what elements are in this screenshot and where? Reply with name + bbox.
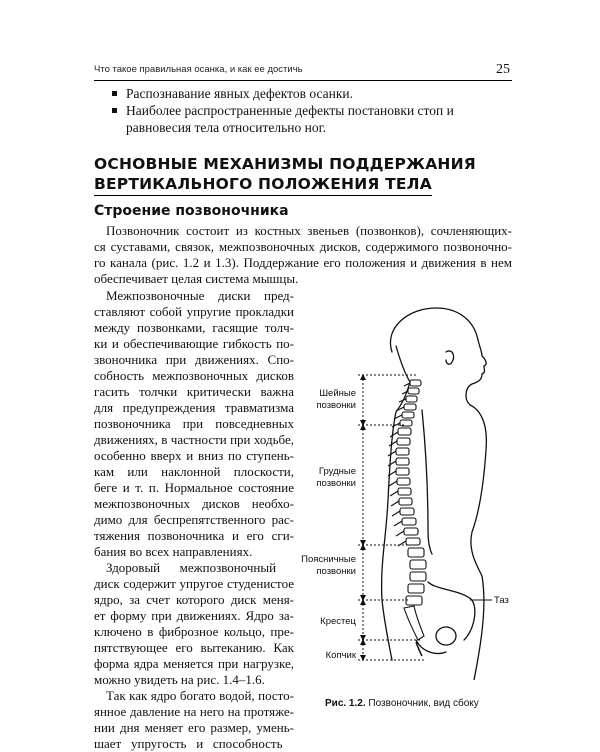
text-line: позвоночника при повседневных (94, 416, 294, 431)
spine-figure (296, 300, 518, 680)
label-cervical: Шейные позвонки (316, 388, 356, 411)
vertebrae (396, 380, 426, 605)
text-line: ядро, за счет которого диск меня- (94, 592, 294, 607)
arm-outline (422, 410, 432, 554)
section-heading-line-2: ВЕРТИКАЛЬНОГО ПОЛОЖЕНИЯ ТЕЛА (94, 174, 432, 196)
running-header (94, 62, 510, 80)
text-line: беге и т. п. Нормальное состояние (94, 480, 294, 495)
bullet-item: Наиболее распространенные дефекты постановки стоп и равновесия тела относительно ног. (112, 102, 512, 136)
pelvis-outline (428, 582, 475, 640)
text-line: го канала (рис. 1.2 и 1.3). Поддержание его положения и движения в нем (94, 255, 512, 270)
hair-line (396, 346, 410, 382)
sacrum-shape (404, 606, 424, 640)
label-pelvis: Таз (494, 595, 509, 606)
text-line: нии дня меняет его размер, умень- (94, 720, 294, 735)
subsection-heading: Строение позвоночника (94, 203, 289, 219)
text-line: форма ядра меняется при нагрузке, (94, 656, 294, 671)
text-line: межпозвоночных дисков необхо- (94, 496, 294, 511)
text-line: янное давление на него на протяже- (94, 704, 294, 719)
header-rule (94, 80, 512, 81)
label-coccyx: Копчик (325, 650, 356, 661)
text-line: движениях, в частности при ходьбе, (94, 432, 294, 447)
torso-front (471, 406, 486, 576)
label-sacrum: Крестец (320, 616, 356, 627)
page-number: 25 (496, 62, 510, 77)
text-line: для предупреждения травматизма (94, 400, 294, 415)
intro-paragraph (94, 223, 512, 287)
text-line: звоночника при движениях. Спо- (94, 352, 294, 367)
caption-text: Позвоночник, вид сбоку (368, 698, 479, 709)
text-line: ет форму при движениях. Ядро за- (94, 608, 294, 623)
text-line: Так как ядро богато водой, посто- (106, 688, 294, 703)
bullet-list (112, 85, 512, 136)
label-thoracic: Грудные позвонки (316, 466, 356, 489)
text-line: шает упругость и способность (94, 736, 283, 751)
head-outline (390, 308, 478, 352)
thigh-outline (474, 576, 484, 680)
label-lumbar: Поясничные позвонки (301, 554, 356, 577)
text-line: Межпозвоночные диски пред- (106, 288, 294, 303)
pelvis-opening (436, 627, 456, 645)
text-line: обеспечивает целая система мышцы. (94, 271, 299, 286)
text-line: особенно вверх и вниз по ступень- (94, 448, 294, 463)
text-line: Позвоночник состоит из костных звеньев (позвонков), сочленяющих- (106, 223, 512, 238)
running-header-title: Что такое правильная осанка, и как ее достичь (94, 64, 303, 75)
text-line: Здоровый межпозвоночный (106, 560, 277, 575)
text-line: между позвонками, гасящие толч- (94, 320, 294, 335)
text-line: диск содержит упругое студенистое (94, 576, 294, 591)
text-line: гасить толчки критически важна (94, 384, 294, 399)
text-line: собность межпозвоночных дисков (94, 368, 294, 383)
text-line: ся суставами, связок, межпозвоночных дисков, содержимого позвоночно- (94, 239, 512, 254)
face-profile (466, 340, 486, 396)
section-heading-line-1: ОСНОВНЫЕ МЕХАНИЗМЫ ПОДДЕРЖАНИЯ (94, 155, 476, 173)
bullet-item: Распознавание явных дефектов осанки. (112, 85, 512, 102)
text-line: ключено в фиброзное кольцо, пре- (94, 624, 294, 639)
text-line: пятствующее его вытеканию. Как (94, 640, 294, 655)
text-line: ставляют собой упругие прокладки (94, 304, 294, 319)
neck-front (466, 396, 472, 406)
figure-caption (325, 698, 479, 709)
section-heading (94, 154, 514, 196)
caption-number: Рис. 1.2. (325, 698, 366, 709)
body-column (94, 288, 294, 752)
ear-outline (446, 351, 454, 364)
text-line: кам или наклонной плоскости, (94, 464, 294, 479)
text-line: можно увидеть на рис. 1.4–1.6. (94, 672, 265, 687)
text-line: тяжения позвоночника и его сги- (94, 528, 294, 543)
text-line: ки и обеспечивающие гибкость по- (94, 336, 294, 351)
text-line: бания во всех направлениях. (94, 544, 253, 559)
text-line: димо для беспрепятственного рас- (94, 512, 294, 527)
